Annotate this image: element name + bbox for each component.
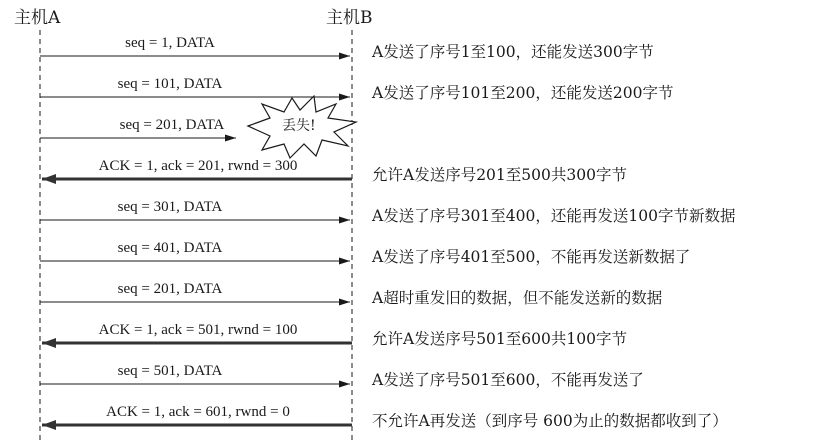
host-b-label: 主机B: [326, 8, 373, 28]
message-note-7: A超时重发旧的数据，但不能发送新的数据: [372, 289, 663, 307]
lost-label: 丢失!: [282, 118, 316, 134]
message-arrowhead-4: [42, 174, 56, 184]
message-label-3: seq = 201, DATA: [119, 117, 225, 133]
message-label-8: ACK = 1, ack = 501, rwnd = 100: [98, 322, 298, 338]
message-label-1: seq = 1, DATA: [125, 35, 215, 51]
message-note-2: A发送了序号101至200，还能发送200字节: [372, 84, 674, 102]
message-arrowhead-7: [339, 299, 350, 306]
message-arrowhead-2: [339, 94, 350, 101]
message-note-10: 不允许A再发送（到序号 600为止的数据都收到了）: [372, 412, 728, 430]
host-a-label: 主机A: [14, 8, 61, 28]
message-arrowhead-5: [339, 217, 350, 224]
message-note-4: 允许A发送序号201至500共300字节: [372, 166, 627, 184]
message-note-9: A发送了序号501至600，不能再发送了: [372, 371, 644, 389]
message-note-8: 允许A发送序号501至600共100字节: [372, 330, 627, 348]
message-label-6: seq = 401, DATA: [117, 240, 223, 256]
message-arrowhead-10: [42, 420, 56, 430]
message-label-2: seq = 101, DATA: [117, 76, 223, 92]
message-label-9: seq = 501, DATA: [117, 363, 223, 379]
message-arrowhead-8: [42, 338, 56, 348]
message-label-5: seq = 301, DATA: [117, 199, 223, 215]
message-arrowhead-3: [225, 135, 236, 142]
message-label-7: seq = 201, DATA: [117, 281, 223, 297]
message-arrowhead-9: [339, 381, 350, 388]
message-label-4: ACK = 1, ack = 201, rwnd = 300: [98, 158, 298, 174]
message-label-10: ACK = 1, ack = 601, rwnd = 0: [106, 404, 290, 420]
message-arrowhead-6: [339, 258, 350, 265]
message-note-5: A发送了序号301至400，还能再发送100字节新数据: [372, 207, 736, 225]
message-note-6: A发送了序号401至500，不能再发送新数据了: [372, 248, 691, 266]
message-arrowhead-1: [339, 53, 350, 60]
message-note-1: A发送了序号1至100，还能发送300字节: [372, 43, 654, 61]
